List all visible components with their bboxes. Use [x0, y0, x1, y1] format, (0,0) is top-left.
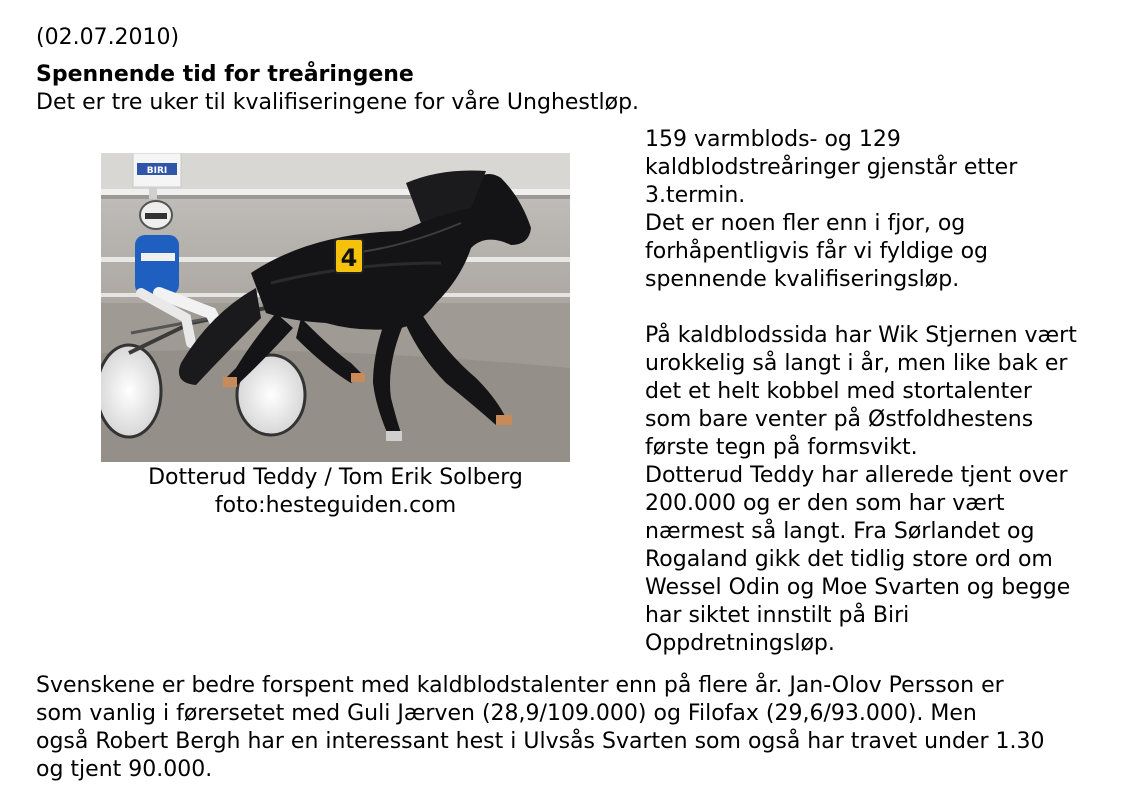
banner-text: BIRI — [146, 166, 168, 176]
text-line: har siktet innstilt på Biri — [645, 603, 910, 628]
text-line: 3.termin. — [645, 183, 746, 208]
text-line: spennende kvalifiseringsløp. — [645, 267, 960, 292]
text-line: Dotterud Teddy har allerede tjent over — [645, 463, 1068, 488]
article-photo — [101, 153, 570, 462]
article-headline: Spennende tid for treåringene — [36, 62, 414, 87]
article-lead: Det er tre uker til kvalifiseringene for våre Unghestløp. — [36, 90, 640, 115]
text-line: kaldblodstreåringer gjenstår etter — [645, 155, 1018, 180]
text-line: Svenskene er bedre forspent med kaldblodstalenter enn på flere år. Jan-Olov Persson er — [36, 673, 1004, 698]
text-line: Det er noen fler enn i fjor, og — [645, 211, 966, 236]
text-line: På kaldblodssida har Wik Stjernen vært — [645, 323, 1077, 348]
text-line: Rogaland gikk det tidlig store ord om — [645, 547, 1053, 572]
text-line: første tegn på formsvikt. — [645, 435, 918, 460]
text-line: 200.000 og er den som har vært — [645, 491, 1005, 516]
text-line: urokkelig så langt i år, men like bak er — [645, 351, 1068, 376]
saddle-number: 4 — [340, 244, 358, 272]
text-line: 159 varmblods- og 129 — [645, 127, 901, 152]
text-line: det et helt kobbel med stortalenter — [645, 379, 1032, 404]
text-line: som vanlig i førersetet med Guli Jærven (28,9/109.000) og Filofax (29,6/93.000). Men — [36, 701, 977, 726]
text-line: som bare venter på Østfoldhestens — [645, 407, 1034, 432]
text-line: og tjent 90.000. — [36, 757, 213, 782]
photo-caption-line: Dotterud Teddy / Tom Erik Solberg — [148, 465, 523, 490]
paragraph-gap — [645, 294, 1115, 322]
bottom-paragraph — [36, 672, 1126, 784]
text-line: Wessel Odin og Moe Svarten og begge — [645, 575, 1071, 600]
text-line: Oppdretningsløp. — [645, 631, 835, 656]
right-column-text — [645, 126, 1115, 658]
photo-caption — [101, 464, 570, 520]
photo-credit: foto:hesteguiden.com — [214, 493, 457, 518]
text-line: nærmest så langt. Fra Sørlandet og — [645, 519, 1035, 544]
article-date: (02.07.2010) — [36, 25, 180, 50]
text-line: også Robert Bergh har en interessant hest i Ulvsås Svarten som også har travet under 1.30 — [36, 729, 1045, 754]
text-line: forhåpentligvis får vi fyldige og — [645, 239, 989, 264]
